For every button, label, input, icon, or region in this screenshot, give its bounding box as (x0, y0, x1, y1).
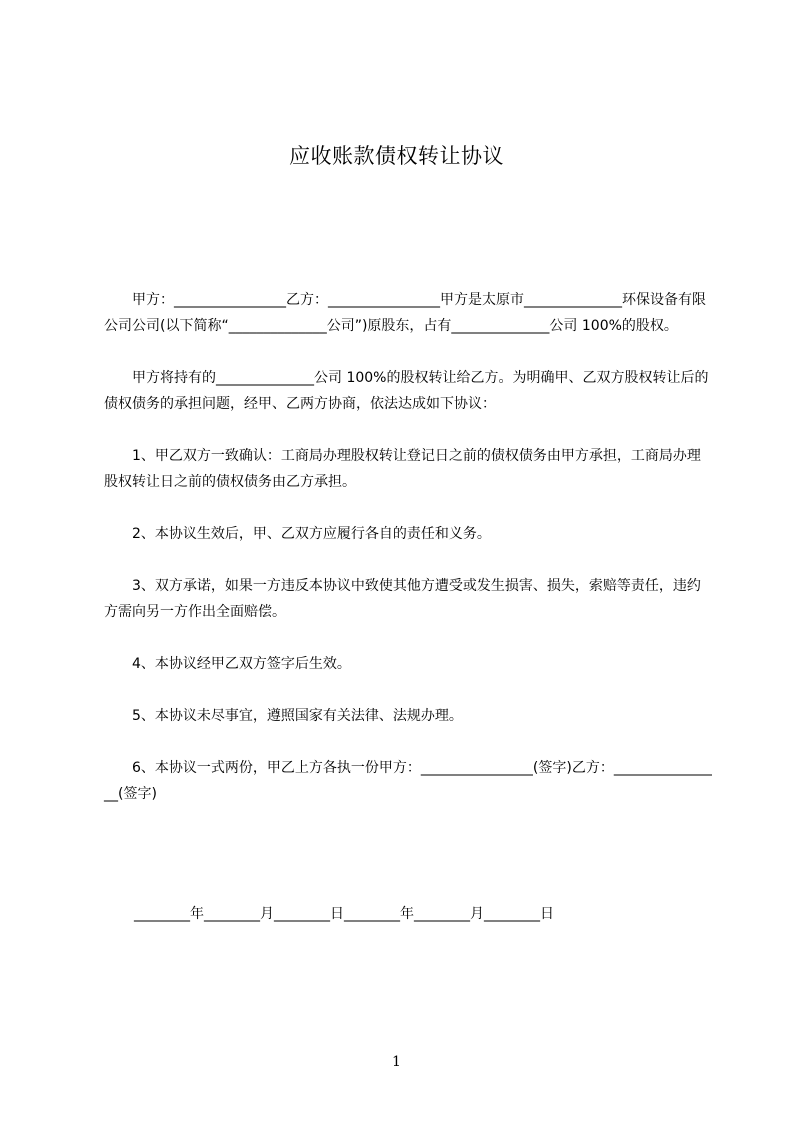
document-title: 应收账款债权转让协议 (289, 144, 504, 168)
spacer (104, 729, 712, 755)
spacer (104, 495, 712, 521)
spacer (104, 339, 712, 365)
clause-3: 3、双方承诺，如果一方违反本协议中致使其他方遭受或发生损害、损失，索赔等责任，违约方需向另一方作出全面赔偿。 (104, 578, 701, 620)
clause-6: 6、本协议一式两份，甲乙上方各执一份甲方：________________(签字)乙方：________________(签字) (104, 760, 712, 802)
clause-1: 1、甲乙双方一致确认：工商局办理股权转让登记日之前的债权债务由甲方承担，工商局办理股权转让日之前的债权债务由乙方承担。 (104, 448, 701, 490)
preamble-paragraph: 甲方将持有的______________公司 100%的股权转让给乙方。为明确甲、乙双方股权转让后的债权债务的承担问题，经甲、乙两方协商，依法达成如下协议： (104, 370, 709, 412)
spacer (104, 417, 712, 443)
clause-2: 2、本协议生效后，甲、乙双方应履行各自的责任和义务。 (104, 526, 491, 542)
clause-4: 4、本协议经甲乙双方签字后生效。 (104, 656, 351, 672)
spacer (104, 625, 712, 651)
spacer (104, 547, 712, 573)
spacer (104, 677, 712, 703)
clause-5: 5、本协议未尽事宜，遵照国家有关法律、法规办理。 (104, 708, 463, 724)
date-line: ________年________月________日________年________月________日 (134, 906, 554, 922)
agreement-body (104, 287, 712, 807)
intro-paragraph: 甲方：________________乙方：________________甲方是太原市______________环保设备有限公司公司(以下简称“______________公司”)原股东，占有______________公司 100%的股权。 (104, 292, 706, 334)
page-number: 1 (392, 1054, 401, 1070)
